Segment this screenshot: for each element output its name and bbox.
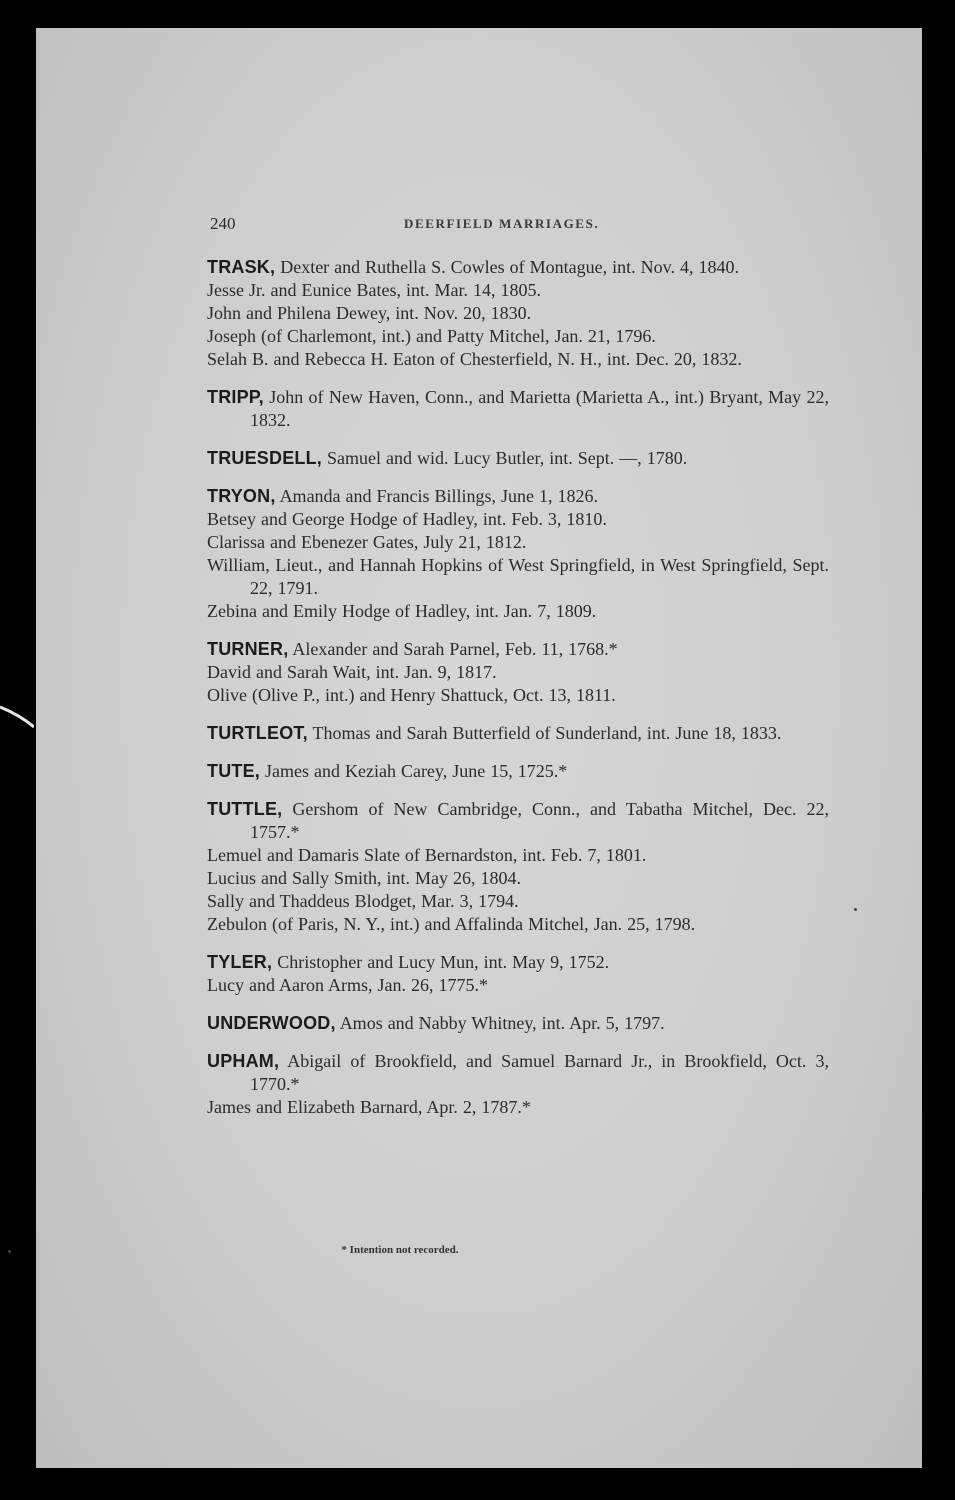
surname-heading: UNDERWOOD, <box>207 1013 336 1033</box>
entry-text: Betsey and George Hodge of Hadley, int. Feb. 3, 1810. <box>207 509 607 529</box>
entry-text: Samuel and wid. Lucy Butler, int. Sept. —, 1780. <box>327 448 688 468</box>
running-head <box>210 214 630 236</box>
page-title: DEERFIELD MARRIAGES. <box>404 216 600 231</box>
surname-entry <box>207 1096 829 1119</box>
surname-entry-lead <box>207 1012 829 1035</box>
surname-entry <box>207 890 829 913</box>
entry-text: Lucy and Aaron Arms, Jan. 26, 1775.* <box>207 975 488 995</box>
surname-heading: TRIPP, <box>207 387 264 407</box>
entry-text: David and Sarah Wait, int. Jan. 9, 1817. <box>207 662 497 682</box>
surname-heading: TURNER, <box>207 639 289 659</box>
marriage-records <box>207 256 829 1134</box>
surname-entry <box>207 974 829 997</box>
entry-text: Abigail of Brookfield, and Samuel Barnard Jr., in Brookfield, Oct. 3, 1770.* <box>250 1051 829 1094</box>
surname-heading: TRYON, <box>207 486 276 506</box>
page-number: 240 <box>210 214 236 233</box>
surname-heading: TURTLEOT, <box>207 723 308 743</box>
surname-heading: TUTTLE, <box>207 799 283 819</box>
entry-text: Zebulon (of Paris, N. Y., int.) and Affalinda Mitchel, Jan. 25, 1798. <box>207 914 696 934</box>
surname-heading: UPHAM, <box>207 1051 280 1071</box>
surname-group <box>207 1012 829 1035</box>
surname-entry <box>207 325 829 348</box>
entry-text: James and Keziah Carey, June 15, 1725.* <box>265 761 568 781</box>
entry-text: Jesse Jr. and Eunice Bates, int. Mar. 14, 1805. <box>207 280 541 300</box>
surname-group <box>207 638 829 707</box>
surname-group <box>207 951 829 997</box>
surname-heading: TUTE, <box>207 761 260 781</box>
entry-text: Gershom of New Cambridge, Conn., and Tabatha Mitchel, Dec. 22, 1757.* <box>250 799 829 842</box>
surname-entry-lead <box>207 638 829 661</box>
surname-heading: TRUESDELL, <box>207 448 323 468</box>
surname-group <box>207 760 829 783</box>
entry-text: Zebina and Emily Hodge of Hadley, int. Jan. 7, 1809. <box>207 601 597 621</box>
surname-heading: TRASK, <box>207 257 276 277</box>
surname-entry <box>207 684 829 707</box>
surname-entry <box>207 348 829 371</box>
surname-entry-lead <box>207 722 829 745</box>
surname-group <box>207 722 829 745</box>
surname-heading: TYLER, <box>207 952 273 972</box>
paper-speck <box>854 908 857 911</box>
surname-group <box>207 1050 829 1119</box>
entry-text: Joseph (of Charlemont, int.) and Patty Mitchel, Jan. 21, 1796. <box>207 326 656 346</box>
surname-entry <box>207 508 829 531</box>
surname-entry <box>207 867 829 890</box>
entry-text: Selah B. and Rebecca H. Eaton of Chesterfield, N. H., int. Dec. 20, 1832. <box>207 349 742 369</box>
surname-entry-lead <box>207 760 829 783</box>
surname-entry <box>207 913 829 936</box>
entry-text: John and Philena Dewey, int. Nov. 20, 1830. <box>207 303 532 323</box>
entry-text: Amanda and Francis Billings, June 1, 1826. <box>279 486 599 506</box>
entry-text: Sally and Thaddeus Blodget, Mar. 3, 1794. <box>207 891 519 911</box>
entry-text: Christopher and Lucy Mun, int. May 9, 1752. <box>277 952 610 972</box>
surname-entry <box>207 554 829 600</box>
entry-text: Clarissa and Ebenezer Gates, July 21, 1812. <box>207 532 527 552</box>
surname-group <box>207 256 829 371</box>
entry-text: Thomas and Sarah Butterfield of Sunderland, int. June 18, 1833. <box>312 723 782 743</box>
entry-text: Lemuel and Damaris Slate of Bernardston, int. Feb. 7, 1801. <box>207 845 647 865</box>
entry-text: Alexander and Sarah Parnel, Feb. 11, 1768.* <box>292 639 618 659</box>
surname-group <box>207 485 829 623</box>
surname-entry <box>207 844 829 867</box>
surname-entry-lead <box>207 386 829 432</box>
surname-entry-lead <box>207 447 829 470</box>
surname-entry-lead <box>207 1050 829 1096</box>
surname-entry-lead <box>207 256 829 279</box>
footnote: * Intention not recorded. <box>341 1244 459 1256</box>
surname-entry <box>207 661 829 684</box>
page-edge-notch <box>0 703 34 729</box>
surname-group <box>207 798 829 936</box>
entry-text: Lucius and Sally Smith, int. May 26, 1804. <box>207 868 521 888</box>
surname-entry <box>207 600 829 623</box>
entry-text: James and Elizabeth Barnard, Apr. 2, 1787.* <box>207 1097 531 1117</box>
surname-entry <box>207 279 829 302</box>
surname-entry-lead <box>207 485 829 508</box>
surname-group <box>207 447 829 470</box>
surname-entry <box>207 302 829 325</box>
surname-entry-lead <box>207 951 829 974</box>
entry-text: Dexter and Ruthella S. Cowles of Montague, int. Nov. 4, 1840. <box>280 257 739 277</box>
entry-text: John of New Haven, Conn., and Marietta (Marietta A., int.) Bryant, May 22, 1832. <box>250 387 829 430</box>
entry-text: Olive (Olive P., int.) and Henry Shattuck, Oct. 13, 1811. <box>207 685 616 705</box>
entry-text: William, Lieut., and Hannah Hopkins of West Springfield, in West Springfield, Sept. 22, 1791. <box>207 555 829 598</box>
surname-entry-lead <box>207 798 829 844</box>
surname-group <box>207 386 829 432</box>
entry-text: Amos and Nabby Whitney, int. Apr. 5, 1797. <box>339 1013 665 1033</box>
surname-entry <box>207 531 829 554</box>
